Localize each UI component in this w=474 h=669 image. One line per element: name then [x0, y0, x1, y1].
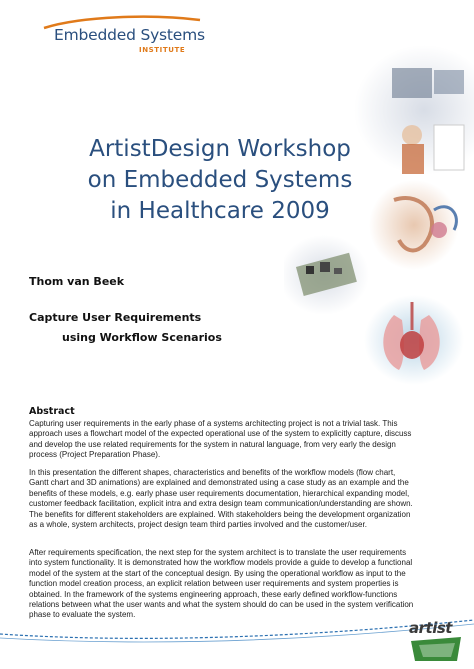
artist-logo-text: artist	[409, 619, 452, 637]
abstract-heading: Abstract	[29, 406, 75, 417]
footer-swoosh-icon	[0, 612, 474, 669]
abstract-paragraph-1: Capturing user requirements in the early phase of a systems architecting project is not a trivial task. This approach uses a flowchart model of the expected operational use of the system to explicitly capture, discuss and develop the use related requirements for the system in natural language, from very early the design process (Project Preparation Phase).	[29, 419, 412, 460]
talk-title-line-2: using Workflow Scenarios	[62, 331, 222, 344]
logo-name: Embedded Systems	[54, 26, 205, 44]
title-line-1: ArtistDesign Workshop	[89, 136, 351, 162]
abstract-paragraph-2: In this presentation the different shapes, characteristics and benefits of the workflow models (flow chart, Gantt chart and 3D animations) are explained and demonstrated using a case study as an example and the benefits of these models, e.g. early phase user requirements documentation, hierarchical expanding model, customer feedback facilitation, explicit intra and extra design team communication/understanding are shown. The benefits for different stakeholders are explained. With stakeholders being the development organization as a whole, system architects, project design team third parties involved and the customer/user.	[29, 468, 413, 530]
title-line-2: on Embedded Systems	[87, 167, 353, 193]
title-line-3: in Healthcare 2009	[110, 198, 330, 224]
logo-institute: INSTITUTE	[139, 46, 186, 54]
artist-logo	[405, 615, 467, 665]
page-title	[55, 134, 385, 227]
abstract-paragraph-3: After requirements specification, the next step for the system architect is to translate the user requirements into system functionality. It is demonstrated how the workflow models provide a guide to develop a functional model of the system at the start of the conceptual design. By using the operational workflow as input to the function model creation process, an explicit relation between user requirements and system properties is obtained. In the framework of the systems engineering approach, these early defined workflow-functions relations between what the user wants and what the system should do can be used in the system verification phase to evaluate the system.	[29, 548, 414, 620]
talk-title-line-1: Capture User Requirements	[29, 311, 202, 324]
author-name: Thom van Beek	[29, 275, 125, 288]
